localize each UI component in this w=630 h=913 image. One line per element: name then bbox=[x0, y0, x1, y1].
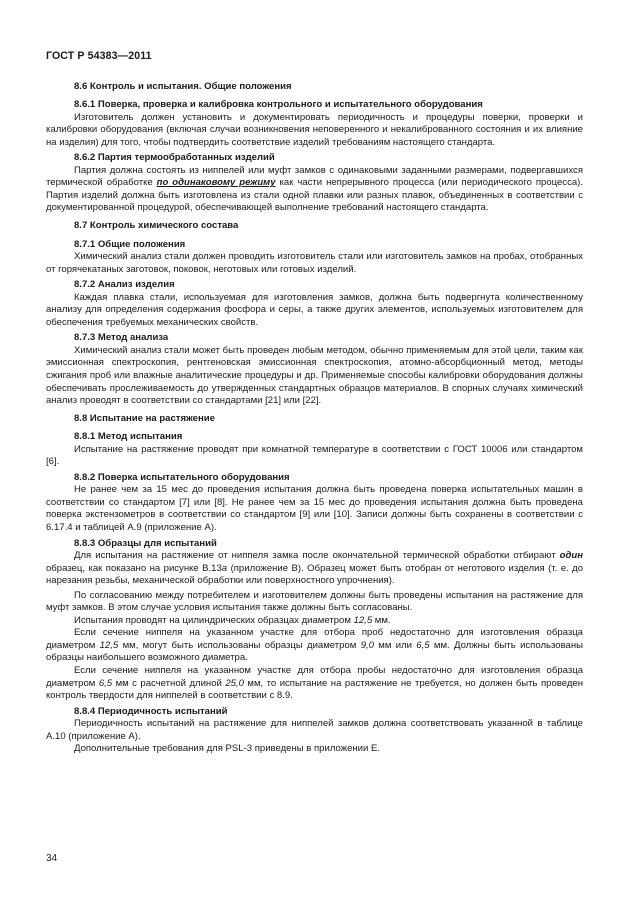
page-number: 34 bbox=[46, 853, 58, 864]
section-heading: 8.8.4 Периодичность испытаний bbox=[74, 705, 228, 717]
paragraph: По согласованию между потребителем и изготовителем должны быть проведены испытания на растяжение для муфт замков. В этом случае условия испытания также должны быть согласованы. bbox=[46, 589, 583, 614]
paragraph: Испытания проводят на цилиндрических образцах диаметром 12,5 мм. bbox=[74, 614, 391, 626]
section-heading: 8.6.2 Партия термообработанных изделий bbox=[74, 152, 275, 164]
paragraph: Каждая плавка стали, используемая для изготовления замков, должна быть подвергнута количественному анализу для определения содержания фосфора и серы, а также других элементов, используемых изготовителем для обеспечения требуемых механических свойств. bbox=[46, 291, 583, 328]
emphasis-text: один bbox=[559, 550, 583, 562]
paragraph: Химический анализ стали может быть проведен любым методом, обычно применяемым для этой цели, таким как эмиссионная спектроскопия, рентгеновская эмиссионная спектроскопия, атомно-абсорбционный метод, методы сжигания проб или влажные аналитические процедуры и др. Применяемые способы калибровки оборудования должны обеспечивать прослеживаемость до утвержденных стандартных образцов материалов. В спорных случаях химический анализ проводят в соответствии со стандартами [21] или [22]. bbox=[46, 344, 583, 407]
paragraph: Периодичность испытаний на растяжение для ниппелей замков должна соответствовать указанной в таблице А.10 (приложение А). bbox=[46, 718, 583, 742]
section-heading: 8.7 Контроль химического состава bbox=[74, 220, 239, 232]
paragraph: Химический анализ стали должен проводить изготовитель стали или изготовитель замков на пробах, отобранных от горячекатаных заготовок, поковок, неготовых или готовых изделий. bbox=[46, 251, 583, 275]
section-heading: 8.8.1 Метод испытания bbox=[74, 431, 183, 443]
section-heading: 8.8.2 Поверка испытательного оборудования bbox=[74, 471, 290, 483]
section-heading: 8.7.1 Общие положения bbox=[74, 238, 186, 250]
emphasis-text: по одинаковому режиму bbox=[156, 177, 276, 189]
paragraph: Если сечение ниппеля на указанном участке для отбора пробы недостаточно для изготовления образца диаметром 6,5 мм с расчетной длиной 25,0 мм, то испытание на растяжение не требуется, но должен быть проведен контроль твердости для ниппелей в соответствии с 8.9. bbox=[46, 665, 583, 702]
paragraph: Дополнительные требования для PSL-3 приведены в приложении Е. bbox=[74, 743, 381, 755]
paragraph: Испытание на растяжение проводят при комнатной температуре в соответствии с ГОСТ 10006 или стандартом [6]. bbox=[46, 443, 583, 468]
section-heading: 8.7.3 Метод анализа bbox=[74, 332, 169, 344]
paragraph: Не ранее чем за 15 мес до проведения испытания должна быть проведена поверка испытательных машин в соответствии со стандартом [7] или [8]. Не ранее чем за 15 мес до проведения испытания должна быть проведена поверка экстензометров в соответствии со стандартом [9] или [10]. Записи должны быть сохранены в соответствии с 6.17.4 и таблицей А.9 (приложение А). bbox=[46, 484, 583, 533]
page-body bbox=[46, 81, 583, 756]
section-heading: 8.6.1 Поверка, проверка и калибровка контрольного и испытательного оборудования bbox=[74, 99, 483, 111]
document-header: ГОСТ Р 54383—2011 bbox=[46, 50, 152, 62]
section-heading: 8.6 Контроль и испытания. Общие положения bbox=[74, 81, 292, 92]
paragraph: Для испытания на растяжение от ниппеля замка после окончательной термической обработки отбирают один образец, как показано на рисунке В.13а (приложение В). Образец может быть отобран от неготового изделия (т. е. до нарезания резьбы, механической обработки или поверхностного упрочнения). bbox=[46, 550, 583, 587]
section-heading: 8.7.2 Анализ изделия bbox=[74, 279, 175, 291]
section-heading: 8.8.3 Образцы для испытаний bbox=[74, 537, 217, 549]
section-heading: 8.8 Испытание на растяжение bbox=[74, 413, 215, 425]
paragraph: Изготовитель должен установить и документировать периодичность и процедуры поверки, проверки и калибровки оборудования (включая случаи возникновения неповеренного и некалиброванного состояния и их влияние на изделия) для того, чтобы подтвердить соответствие изделий требованиям настоящего стандарта. bbox=[46, 111, 583, 148]
paragraph: Партия должна состоять из ниппелей или муфт замков с одинаковыми заданными размерами, подвергавшихся термической обработке по одинаковому режиму как части непрерывного процесса (или периодического процесса). Партия изделий должна быть изготовлена из стали одной плавки или разных плавок, объединенных в соответствии с документированной процедурой, обеспечивающей выполнение требований настоящего стандарта. bbox=[46, 164, 583, 214]
paragraph: Если сечение ниппеля на указанном участке для отбора проб недостаточно для изготовления образца диаметром 12,5 мм, могут быть использованы образцы диаметром 9,0 мм или 6,5 мм. Должны быть использованы образцы наибольшего возможного диаметра. bbox=[46, 627, 583, 664]
